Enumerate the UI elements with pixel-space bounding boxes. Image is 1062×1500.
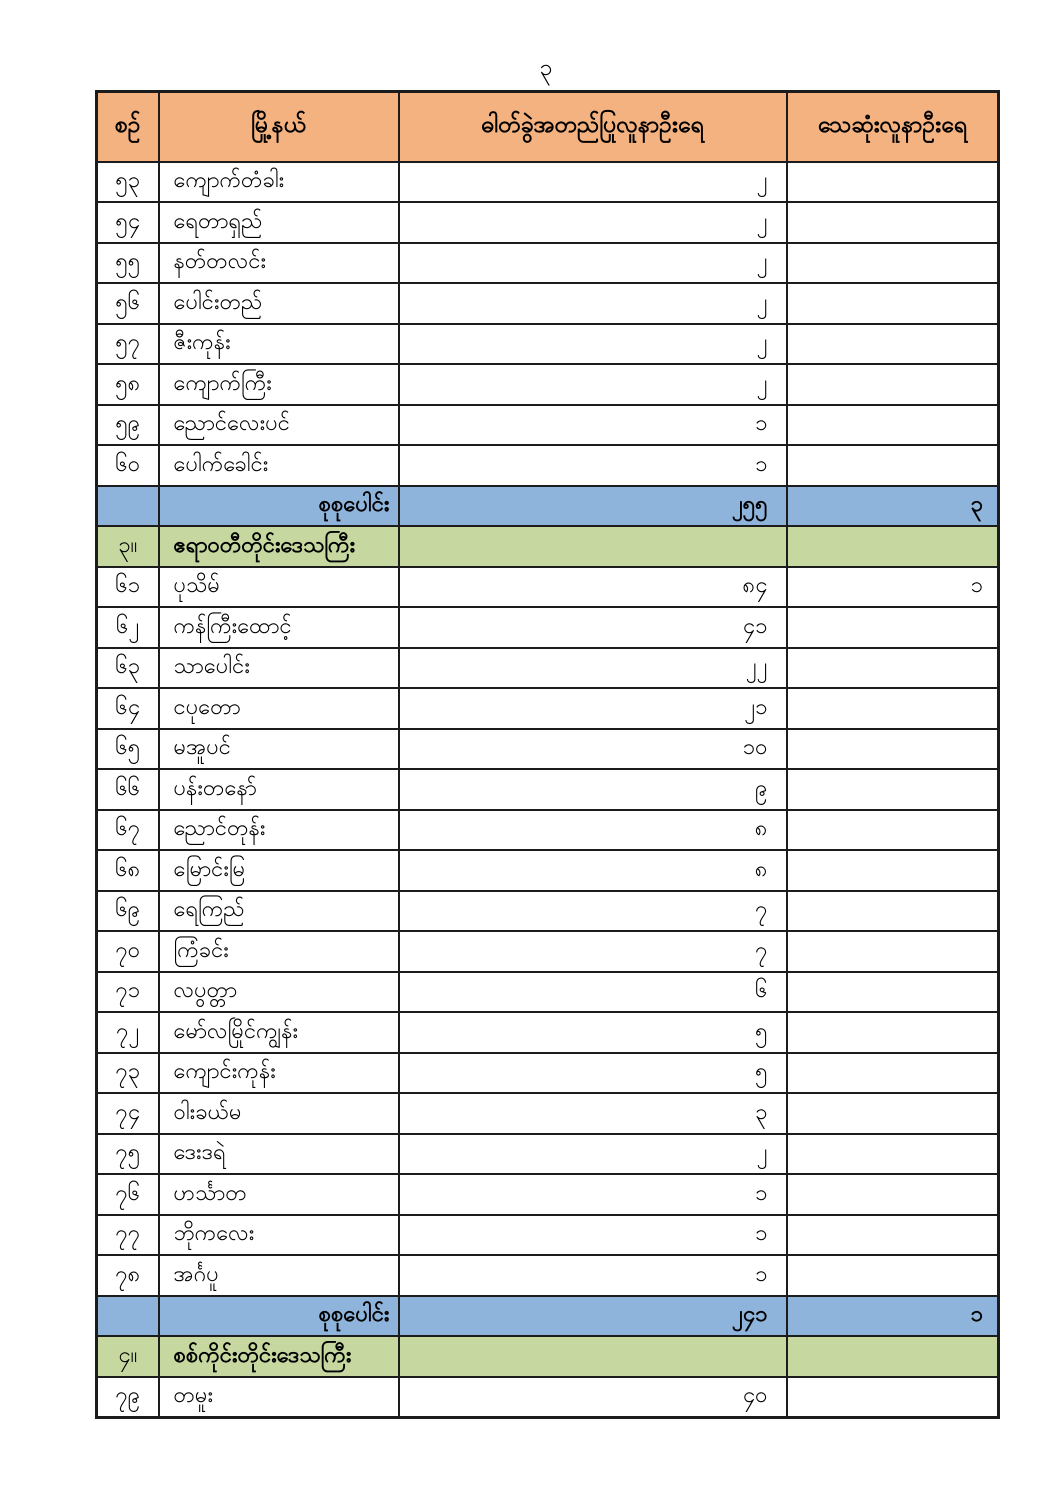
confirmed-count-cell: ၅	[399, 1012, 787, 1053]
table-row	[97, 688, 999, 729]
serial-cell: ၆၅	[97, 729, 159, 770]
death-count-cell	[787, 972, 999, 1013]
confirmed-count-cell: ၁	[399, 1215, 787, 1256]
serial-cell: ၇၈	[97, 1255, 159, 1296]
serial-cell: ၅၅	[97, 243, 159, 284]
death-count-cell	[787, 850, 999, 891]
confirmed-count-cell: ၂	[399, 324, 787, 365]
table-row	[97, 202, 999, 243]
death-count-cell	[787, 648, 999, 689]
table-row	[97, 810, 999, 851]
confirmed-count-cell: ၁	[399, 405, 787, 446]
township-name-cell: ဒေးဒရဲ	[159, 1134, 399, 1175]
header-cell-serial: စဉ်	[97, 92, 159, 162]
section-row	[97, 1336, 999, 1377]
township-name-cell: သာပေါင်း	[159, 648, 399, 689]
serial-cell: ၆၉	[97, 891, 159, 932]
death-count-cell	[787, 526, 999, 567]
death-count-cell	[787, 1336, 999, 1377]
confirmed-count-cell: ၂	[399, 162, 787, 203]
serial-cell: ၆၈	[97, 850, 159, 891]
confirmed-count-cell: ၂	[399, 364, 787, 405]
serial-cell: ၅၄	[97, 202, 159, 243]
township-name-cell: ဝါးခယ်မ	[159, 1093, 399, 1134]
death-count-cell	[787, 810, 999, 851]
table-row	[97, 324, 999, 365]
township-name-cell: ကျောက်ကြီး	[159, 364, 399, 405]
township-name-cell: ရေကြည်	[159, 891, 399, 932]
table-row	[97, 405, 999, 446]
table-row	[97, 1053, 999, 1094]
serial-cell: ၆၆	[97, 769, 159, 810]
death-count-cell	[787, 364, 999, 405]
serial-cell: ၆၇	[97, 810, 159, 851]
table-row	[97, 1215, 999, 1256]
serial-cell: ၅၃	[97, 162, 159, 203]
death-count-cell	[787, 324, 999, 365]
confirmed-count-cell: ၈	[399, 850, 787, 891]
total-label-cell: စုစုပေါင်း	[159, 486, 399, 527]
confirmed-count-cell: ၂	[399, 202, 787, 243]
serial-cell: ၄။	[97, 1336, 159, 1377]
serial-cell: ၇၅	[97, 1134, 159, 1175]
serial-cell: ၇၇	[97, 1215, 159, 1256]
total-row	[97, 1296, 999, 1337]
serial-cell: ၅၇	[97, 324, 159, 365]
township-name-cell: ကျောက်တံခါး	[159, 162, 399, 203]
table-row	[97, 1012, 999, 1053]
serial-cell: ၆၃	[97, 648, 159, 689]
table-row	[97, 162, 999, 203]
death-count-cell	[787, 243, 999, 284]
township-name-cell: လပွတ္တာ	[159, 972, 399, 1013]
death-count-cell	[787, 1255, 999, 1296]
confirmed-count-cell: ၁	[399, 1255, 787, 1296]
confirmed-count-cell: ၈	[399, 810, 787, 851]
region-title-cell: စစ်ကိုင်းတိုင်းဒေသကြီး	[159, 1336, 399, 1377]
header-cell-township: မြို့နယ်	[159, 92, 399, 162]
serial-cell: ၇၂	[97, 1012, 159, 1053]
confirmed-count-cell	[399, 1336, 787, 1377]
serial-cell	[97, 486, 159, 527]
covid-township-table	[95, 90, 1000, 1419]
table-row	[97, 729, 999, 770]
township-name-cell: နတ်တလင်း	[159, 243, 399, 284]
confirmed-count-cell: ၈၄	[399, 567, 787, 608]
total-row	[97, 486, 999, 527]
death-count-cell	[787, 162, 999, 203]
serial-cell: ၇၉	[97, 1377, 159, 1418]
table-row	[97, 567, 999, 608]
confirmed-count-cell: ၇	[399, 931, 787, 972]
table-row	[97, 445, 999, 486]
township-name-cell: ပေါင်းတည်	[159, 283, 399, 324]
death-count-cell	[787, 607, 999, 648]
township-name-cell: ဟင်္သာတ	[159, 1174, 399, 1215]
township-name-cell: ကျောင်းကုန်း	[159, 1053, 399, 1094]
table-row	[97, 972, 999, 1013]
death-count-cell	[787, 445, 999, 486]
death-count-cell	[787, 283, 999, 324]
table-row	[97, 1255, 999, 1296]
confirmed-count-cell: ၂	[399, 243, 787, 284]
township-name-cell: မအူပင်	[159, 729, 399, 770]
death-count-cell: ၁	[787, 567, 999, 608]
township-name-cell: ပုသိမ်	[159, 567, 399, 608]
death-count-cell	[787, 1215, 999, 1256]
death-count-cell: ၁	[787, 1296, 999, 1337]
table-row	[97, 769, 999, 810]
death-count-cell: ၃	[787, 486, 999, 527]
township-name-cell: မြောင်းမြ	[159, 850, 399, 891]
total-label-cell: စုစုပေါင်း	[159, 1296, 399, 1337]
confirmed-count-cell: ၂၅၅	[399, 486, 787, 527]
township-name-cell: တမူး	[159, 1377, 399, 1418]
confirmed-count-cell: ၂	[399, 1134, 787, 1175]
serial-cell: ၇၁	[97, 972, 159, 1013]
table-header-row	[97, 92, 999, 162]
serial-cell: ၃။	[97, 526, 159, 567]
table-row	[97, 243, 999, 284]
death-count-cell	[787, 405, 999, 446]
serial-cell: ၅၆	[97, 283, 159, 324]
confirmed-count-cell: ၄၁	[399, 607, 787, 648]
death-count-cell	[787, 769, 999, 810]
confirmed-count-cell: ၄၀	[399, 1377, 787, 1418]
confirmed-count-cell: ၂၂	[399, 648, 787, 689]
region-title-cell: ဧရာဝတီတိုင်းဒေသကြီး	[159, 526, 399, 567]
confirmed-count-cell: ၁	[399, 445, 787, 486]
death-count-cell	[787, 202, 999, 243]
serial-cell: ၆၀	[97, 445, 159, 486]
serial-cell: ၆၄	[97, 688, 159, 729]
death-count-cell	[787, 1053, 999, 1094]
serial-cell	[97, 1296, 159, 1337]
township-name-cell: ညောင်တုန်း	[159, 810, 399, 851]
confirmed-count-cell	[399, 526, 787, 567]
table-row	[97, 364, 999, 405]
township-name-cell: ကန်ကြီးထောင့်	[159, 607, 399, 648]
confirmed-count-cell: ၁၀	[399, 729, 787, 770]
township-name-cell: ပေါက်ခေါင်း	[159, 445, 399, 486]
confirmed-count-cell: ၇	[399, 891, 787, 932]
table-row	[97, 648, 999, 689]
death-count-cell	[787, 1377, 999, 1418]
table-row	[97, 607, 999, 648]
death-count-cell	[787, 891, 999, 932]
confirmed-count-cell: ၆	[399, 972, 787, 1013]
table-body	[97, 162, 999, 1418]
township-name-cell: ဘိုကလေး	[159, 1215, 399, 1256]
township-name-cell: ရေတာရှည်	[159, 202, 399, 243]
serial-cell: ၆၁	[97, 567, 159, 608]
confirmed-count-cell: ၂	[399, 283, 787, 324]
township-name-cell: ပန်းတနော်	[159, 769, 399, 810]
confirmed-count-cell: ၂၄၁	[399, 1296, 787, 1337]
death-count-cell	[787, 931, 999, 972]
confirmed-count-cell: ၉	[399, 769, 787, 810]
table-row	[97, 931, 999, 972]
table-row	[97, 891, 999, 932]
serial-cell: ၇၃	[97, 1053, 159, 1094]
table-row	[97, 283, 999, 324]
serial-cell: ၇၆	[97, 1174, 159, 1215]
serial-cell: ၆၂	[97, 607, 159, 648]
table-row	[97, 1134, 999, 1175]
table-row	[97, 1377, 999, 1418]
township-name-cell: ဇီးကုန်း	[159, 324, 399, 365]
confirmed-count-cell: ၃	[399, 1093, 787, 1134]
death-count-cell	[787, 1093, 999, 1134]
death-count-cell	[787, 1174, 999, 1215]
death-count-cell	[787, 729, 999, 770]
death-count-cell	[787, 1012, 999, 1053]
township-name-cell: မော်လမြိုင်ကျွန်း	[159, 1012, 399, 1053]
serial-cell: ၇၄	[97, 1093, 159, 1134]
death-count-cell	[787, 688, 999, 729]
serial-cell: ၅၉	[97, 405, 159, 446]
serial-cell: ၇၀	[97, 931, 159, 972]
township-name-cell: ငပုတော	[159, 688, 399, 729]
confirmed-count-cell: ၁	[399, 1174, 787, 1215]
confirmed-count-cell: ၅	[399, 1053, 787, 1094]
township-name-cell: အင်္ဂပူ	[159, 1255, 399, 1296]
page-number: ၃	[539, 54, 553, 80]
section-row	[97, 526, 999, 567]
table-row	[97, 850, 999, 891]
header-cell-confirmed-cases: ဓါတ်ခွဲအတည်ပြုလူနာဦးရေ	[399, 92, 787, 162]
township-name-cell: ညောင်လေးပင်	[159, 405, 399, 446]
table-row	[97, 1093, 999, 1134]
serial-cell: ၅၈	[97, 364, 159, 405]
header-cell-deaths: သေဆုံးလူနာဦးရေ	[787, 92, 999, 162]
table-row	[97, 1174, 999, 1215]
death-count-cell	[787, 1134, 999, 1175]
confirmed-count-cell: ၂၁	[399, 688, 787, 729]
township-name-cell: ကြံခင်း	[159, 931, 399, 972]
